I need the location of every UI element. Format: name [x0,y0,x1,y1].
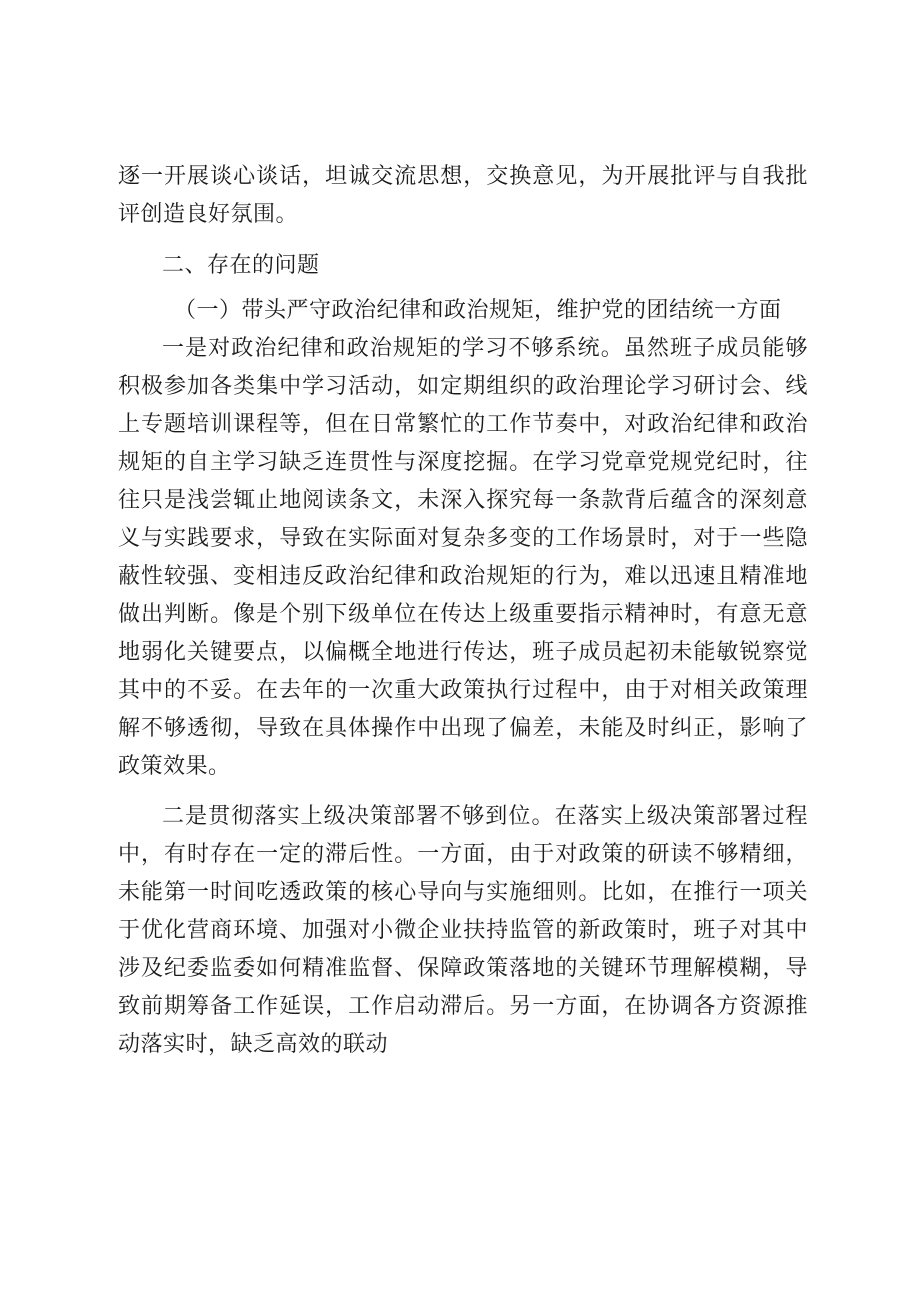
paragraph-continuation: 逐一开展谈心谈话，坦诚交流思想，交换意见，为开展批评与自我批评创造良好氛围。 [118,164,808,227]
section-heading: 二、存在的问题 [162,253,320,278]
paragraph-implementation: 二是贯彻落实上级决策部署不够到位。在落实上级决策部署过程中，有时存在一定的滞后性。一方面，由于对政策的研读不够精细，未能第一时间吃透政策的核心导向与实施细则。比如，在推行一项关于优化营商环境、加强对小微企业扶持监管的新政策时，班子对其中涉及纪委监委如何精准监督、保障政策落地的关键环节理解模糊，导致前期筹备工作延误，工作启动滞后。另一方面，在协调各方资源推动落实时，缺乏高效的联动 [118,804,808,1057]
subsection-heading: （一）带头严守政治纪律和政治规矩，维护党的团结统一方面 [174,298,782,323]
paragraph-study-discipline: 一是对政治纪律和政治规矩的学习不够系统。虽然班子成员能够积极参加各类集中学习活动，如定期组织的政治理论学习研讨会、线上专题培训课程等，但在日常繁忙的工作节奏中，对政治纪律和政治规矩的自主学习缺乏连贯性与深度挖掘。在学习党章党规党纪时，往往只是浅尝辄止地阅读条文，未深入探究每一条款背后蕴含的深刻意义与实践要求，导致在实际面对复杂多变的工作场景时，对于一些隐蔽性较强、变相违反政治纪律和政治规矩的行为，难以迅速且精准地做出判断。像是个别下级单位在传达上级重要指示精神时，有意无意地弱化关键要点，以偏概全地进行传达，班子成员起初未能敏锐察觉其中的不妥。在去年的一次重大政策执行过程中，由于对相关政策理解不够透彻，导致在具体操作中出现了偏差，未能及时纠正，影响了政策效果。 [118,336,808,779]
document-body [118,158,808,1064]
